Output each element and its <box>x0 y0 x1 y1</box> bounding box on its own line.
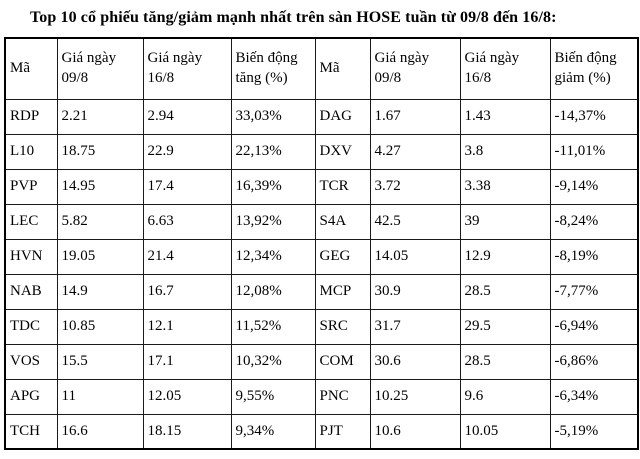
loser-ticker-cell: PJT <box>315 414 370 449</box>
loser-change-pct-cell: -11,01% <box>550 134 638 169</box>
loser-change-pct-cell: -9,14% <box>550 169 638 204</box>
gainer-price-0908-cell: 16.6 <box>57 414 143 449</box>
gainer-ticker-cell: TCH <box>5 414 57 449</box>
loser-price-1608-cell: 12.9 <box>460 239 550 274</box>
gainer-ticker-cell: NAB <box>5 274 57 309</box>
loser-ticker-cell: DXV <box>315 134 370 169</box>
table-row <box>5 239 638 274</box>
gainer-price-1608-cell: 17.1 <box>143 344 231 379</box>
header-row <box>5 38 638 99</box>
gainer-change-pct-cell: 13,92% <box>231 204 315 239</box>
loser-price-0908-cell: 4.27 <box>370 134 460 169</box>
gainer-ticker-cell: RDP <box>5 99 57 134</box>
gainer-change-pct-cell: 9,34% <box>231 414 315 449</box>
loser-change-pct-cell: -6,86% <box>550 344 638 379</box>
loser-change-pct-cell: -14,37% <box>550 99 638 134</box>
table-row <box>5 379 638 414</box>
table-row <box>5 274 638 309</box>
loser-price-0908-cell: 10.6 <box>370 414 460 449</box>
gainer-price-1608-cell: 12.1 <box>143 309 231 344</box>
gainer-price-0908-cell: 10.85 <box>57 309 143 344</box>
header-loser-price-0908: Giá ngày 09/8 <box>370 38 460 99</box>
gainer-price-1608-cell: 22.9 <box>143 134 231 169</box>
stock-table-body <box>5 99 638 449</box>
header-loser-ticker: Mã <box>315 38 370 99</box>
loser-price-1608-cell: 28.5 <box>460 274 550 309</box>
table-row <box>5 169 638 204</box>
gainer-price-1608-cell: 17.4 <box>143 169 231 204</box>
gainer-price-1608-cell: 16.7 <box>143 274 231 309</box>
table-row <box>5 99 638 134</box>
gainer-price-0908-cell: 11 <box>57 379 143 414</box>
loser-price-1608-cell: 3.38 <box>460 169 550 204</box>
gainer-change-pct-cell: 9,55% <box>231 379 315 414</box>
loser-price-0908-cell: 30.9 <box>370 274 460 309</box>
loser-price-1608-cell: 1.43 <box>460 99 550 134</box>
loser-price-1608-cell: 3.8 <box>460 134 550 169</box>
header-gainer-ticker: Mã <box>5 38 57 99</box>
gainer-price-1608-cell: 18.15 <box>143 414 231 449</box>
gainer-price-1608-cell: 2.94 <box>143 99 231 134</box>
gainer-ticker-cell: HVN <box>5 239 57 274</box>
loser-price-1608-cell: 9.6 <box>460 379 550 414</box>
loser-price-0908-cell: 3.72 <box>370 169 460 204</box>
loser-price-0908-cell: 10.25 <box>370 379 460 414</box>
table-header <box>5 38 638 99</box>
gainer-change-pct-cell: 10,32% <box>231 344 315 379</box>
gainer-change-pct-cell: 22,13% <box>231 134 315 169</box>
gainer-ticker-cell: L10 <box>5 134 57 169</box>
loser-price-0908-cell: 1.67 <box>370 99 460 134</box>
header-gainer-price-1608: Giá ngày 16/8 <box>143 38 231 99</box>
loser-ticker-cell: DAG <box>315 99 370 134</box>
gainer-price-0908-cell: 14.9 <box>57 274 143 309</box>
loser-price-0908-cell: 31.7 <box>370 309 460 344</box>
loser-ticker-cell: MCP <box>315 274 370 309</box>
gainer-change-pct-cell: 11,52% <box>231 309 315 344</box>
gainer-price-0908-cell: 14.95 <box>57 169 143 204</box>
loser-ticker-cell: S4A <box>315 204 370 239</box>
header-loser-change-pct: Biến động giảm (%) <box>550 38 638 99</box>
stock-table <box>4 37 639 450</box>
header-gainer-change-pct: Biến động tăng (%) <box>231 38 315 99</box>
gainer-ticker-cell: TDC <box>5 309 57 344</box>
gainer-ticker-cell: VOS <box>5 344 57 379</box>
header-gainer-price-0908: Giá ngày 09/8 <box>57 38 143 99</box>
loser-change-pct-cell: -6,34% <box>550 379 638 414</box>
loser-ticker-cell: COM <box>315 344 370 379</box>
loser-ticker-cell: GEG <box>315 239 370 274</box>
page-title: Top 10 cổ phiếu tăng/giảm mạnh nhất trên sàn HOSE tuần từ 09/8 đến 16/8: <box>30 9 557 26</box>
loser-price-1608-cell: 39 <box>460 204 550 239</box>
loser-price-1608-cell: 28.5 <box>460 344 550 379</box>
gainer-price-0908-cell: 5.82 <box>57 204 143 239</box>
loser-ticker-cell: PNC <box>315 379 370 414</box>
loser-change-pct-cell: -7,77% <box>550 274 638 309</box>
gainer-price-0908-cell: 2.21 <box>57 99 143 134</box>
loser-price-0908-cell: 30.6 <box>370 344 460 379</box>
table-row <box>5 134 638 169</box>
loser-ticker-cell: TCR <box>315 169 370 204</box>
loser-price-1608-cell: 29.5 <box>460 309 550 344</box>
gainer-ticker-cell: LEC <box>5 204 57 239</box>
gainer-price-0908-cell: 19.05 <box>57 239 143 274</box>
gainer-change-pct-cell: 12,08% <box>231 274 315 309</box>
gainer-ticker-cell: PVP <box>5 169 57 204</box>
gainer-price-1608-cell: 6.63 <box>143 204 231 239</box>
gainer-price-1608-cell: 21.4 <box>143 239 231 274</box>
loser-price-0908-cell: 42.5 <box>370 204 460 239</box>
gainer-change-pct-cell: 16,39% <box>231 169 315 204</box>
gainer-price-0908-cell: 15.5 <box>57 344 143 379</box>
loser-price-0908-cell: 14.05 <box>370 239 460 274</box>
loser-ticker-cell: SRC <box>315 309 370 344</box>
loser-change-pct-cell: -6,94% <box>550 309 638 344</box>
gainer-change-pct-cell: 33,03% <box>231 99 315 134</box>
gainer-price-1608-cell: 12.05 <box>143 379 231 414</box>
table-row <box>5 344 638 379</box>
loser-change-pct-cell: -8,19% <box>550 239 638 274</box>
loser-change-pct-cell: -5,19% <box>550 414 638 449</box>
loser-price-1608-cell: 10.05 <box>460 414 550 449</box>
loser-change-pct-cell: -8,24% <box>550 204 638 239</box>
gainer-change-pct-cell: 12,34% <box>231 239 315 274</box>
gainer-ticker-cell: APG <box>5 379 57 414</box>
table-row <box>5 204 638 239</box>
header-loser-price-1608: Giá ngày 16/8 <box>460 38 550 99</box>
gainer-price-0908-cell: 18.75 <box>57 134 143 169</box>
table-row <box>5 414 638 449</box>
table-row <box>5 309 638 344</box>
